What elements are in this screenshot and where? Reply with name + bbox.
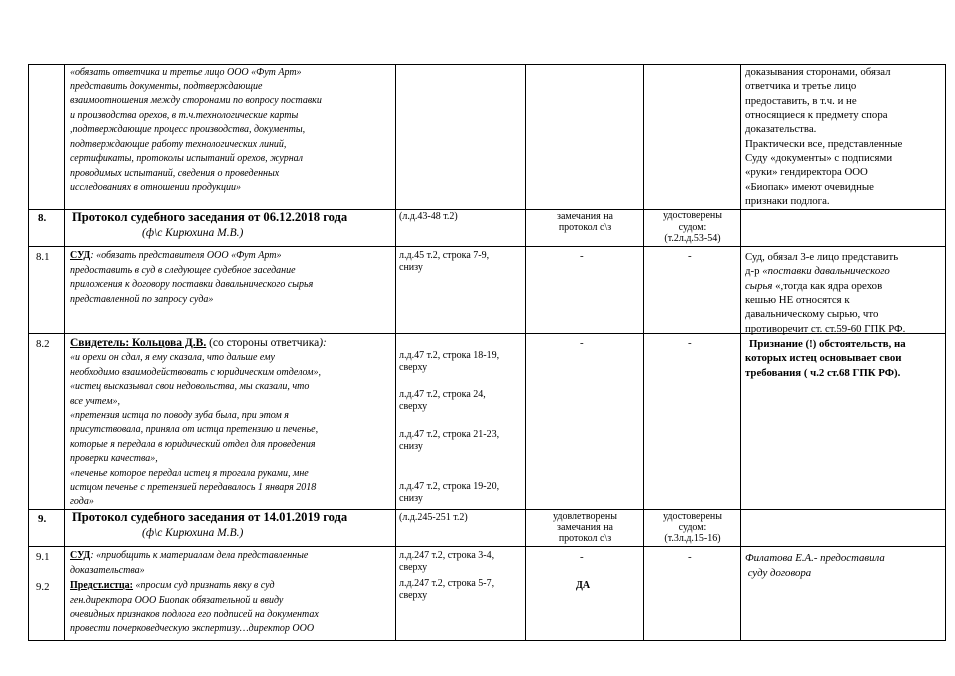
comment-line: Суду «документы» с подписями (745, 152, 893, 164)
quote-line: «и орехи он сдал, я ему сказала, что дальше ему (70, 352, 275, 363)
quote-line: представить документы, подтверждающие (70, 81, 263, 92)
case-ref: л.д.47 т.2, строка 21-23, (399, 429, 500, 440)
quote-line: ген.директора ООО Биопак обязательной и ввиду (70, 595, 284, 606)
entry-label: Свидетель: Кольцова Д.В. (70, 337, 207, 349)
comment-text: «,тогда как ядра орехов (772, 280, 883, 292)
empty-mark: - (580, 250, 584, 262)
case-ref: снизу (399, 493, 423, 504)
empty-mark: - (688, 337, 692, 349)
quote-line: сертификаты, протоколы испытаний орехов, журнал (70, 153, 304, 164)
table-line (28, 64, 29, 641)
comment-line: Практически все, представленные (745, 138, 903, 150)
comment-line: давальническому сырью, что (745, 308, 879, 320)
empty-mark: - (688, 551, 692, 563)
case-ref: (л.д.43-48 т.2) (399, 211, 458, 222)
status-cell: (т.2л.д.53-54) (664, 233, 721, 244)
empty-mark: - (580, 551, 584, 563)
status-cell: судом: (678, 222, 707, 233)
comment-line: относящиеся к предмету спора (745, 109, 888, 121)
case-ref: сверху (399, 562, 428, 573)
quote-line: ,подтверждающие процесс производства, документы, (70, 124, 306, 135)
quote-line: очевидных признаков подлога его подписей на документах (70, 609, 319, 620)
comment-line: «Биопак» имеют очевидные (745, 181, 874, 193)
comment-line: суду договора (745, 567, 812, 579)
status-cell: удостоверены (663, 511, 722, 522)
entry-text: : «приобщить к материалам дела представленные (90, 550, 309, 561)
comment-line: кешью НЕ относятся к (745, 294, 850, 306)
quote-line: и производства орехов, в т.ч.технологические карты (70, 110, 299, 121)
comment-line: Филатова Е.А.- предоставила (745, 552, 885, 564)
row-number: 8.2 (36, 338, 50, 350)
entry-label: СУД (70, 250, 91, 261)
status-cell: замечания на (557, 211, 613, 222)
status-cell: судом: (678, 522, 707, 533)
quote-line: «истец высказывал свои недовольства, мы сказали, что (70, 381, 310, 392)
entry-label: Предст.истца: (70, 580, 134, 591)
row-number: 9. (38, 513, 47, 525)
entry-text: (со стороны ответчика (206, 337, 320, 349)
section-title: Протокол судебного заседания от 06.12.2018 года (72, 210, 348, 224)
quote-line: которые я передала в юридический отдел для проведения (70, 439, 316, 450)
quote-line: присутствовала, приняла от истца претензию и печенье, (70, 424, 319, 435)
quote-line: провести почерковедческую экспертизу…директор ООО (70, 623, 315, 634)
comment-line (745, 279, 882, 293)
comment-line: «руки» гендиректора ООО (745, 166, 868, 178)
table-line (740, 64, 741, 641)
entry-heading (70, 550, 308, 562)
quote-line: проверки качества», (70, 453, 158, 464)
status-cell: удостоверены (663, 210, 722, 221)
comment-line (745, 264, 890, 278)
entry-text: ): (319, 337, 327, 349)
quote-line: проводимых испытаний, сведения о проведенных (70, 168, 280, 179)
quote-line: приложения к договору поставки давальнического сырья (70, 279, 314, 290)
entry-heading (70, 250, 281, 262)
quote-line: доказательства» (70, 565, 145, 576)
case-ref: л.д.47 т.2, строка 24, (399, 389, 486, 400)
table-line (28, 546, 946, 547)
section-subtitle: (ф\с Кирюхина М.В.) (142, 227, 244, 239)
comment-line: противоречит ст. ст.59-60 ГПК РФ. (745, 323, 906, 335)
comment-line: признаки подлога. (745, 195, 830, 207)
status-cell: протокол с\з (558, 533, 612, 544)
status-cell: замечания на (557, 522, 613, 533)
comment-line: Признание (!) обстоятельств, на (749, 338, 906, 350)
case-ref: сверху (399, 590, 428, 601)
table-line (28, 640, 946, 641)
empty-mark: - (688, 250, 692, 262)
case-ref: снизу (399, 441, 423, 452)
case-ref: л.д.247 т.2, строка 3-4, (399, 550, 495, 561)
case-ref: л.д.247 т.2, строка 5-7, (399, 578, 495, 589)
quote-line: «печенье которое передал истец я трогала руками, мне (70, 468, 309, 479)
entry-text: «просим суд признать явку в суд (133, 580, 275, 591)
comment-line: доказывания сторонами, обязал (745, 66, 891, 78)
comment-text: д-р (745, 265, 763, 277)
status-cell: удовлетворены (552, 511, 617, 522)
quote-line: года» (70, 496, 94, 507)
quote-line: представленной по запросу суда» (70, 294, 214, 305)
case-ref: л.д.47 т.2, строка 19-20, (399, 481, 500, 492)
section-title: Протокол судебного заседания от 14.01.2019 года (72, 510, 348, 524)
table-line (525, 64, 526, 641)
case-ref: (л.д.245-251 т.2) (399, 512, 468, 523)
quote-line: «претензия истца по поводу зуба была, при этом я (70, 410, 289, 421)
quote-line: предоставить в суд в следующее судебное заседание (70, 265, 296, 276)
comment-line: Суд, обязал 3-е лицо представить (745, 251, 899, 263)
comment-line: доказательства. (745, 123, 817, 135)
quote-line: подтверждающие работу технологических линий, (70, 139, 287, 150)
table-line (28, 246, 946, 247)
quote-line: «обязать ответчика и третье лицо ООО «Фут Арт» (70, 67, 302, 78)
comment-line: требования ( ч.2 ст.68 ГПК РФ). (745, 367, 901, 379)
table-line (643, 64, 644, 641)
comment-line: ответчика и третье лицо (745, 80, 857, 92)
table-line (395, 64, 396, 641)
status-cell: протокол с\з (558, 222, 612, 233)
entry-label: СУД (70, 550, 91, 561)
case-ref: л.д.45 т.2, строка 7-9, (399, 250, 490, 261)
comment-text: «поставки давальнического (762, 265, 890, 277)
quote-line: взаимоотношения между сторонами по вопросу поставки (70, 95, 322, 106)
case-ref: л.д.47 т.2, строка 18-19, (399, 350, 500, 361)
table-line (64, 64, 65, 641)
comment-line: предоставить, в т.ч. и не (745, 95, 857, 107)
case-ref: сверху (399, 362, 428, 373)
quote-line: необходимо взаимодействовать с юридическим отделом», (70, 367, 322, 378)
section-subtitle: (ф\с Кирюхина М.В.) (142, 527, 244, 539)
table-line (945, 64, 946, 641)
entry-heading (70, 580, 275, 592)
comment-text: сырья (745, 280, 773, 292)
row-number: 8.1 (36, 251, 50, 263)
row-number: 8. (38, 212, 47, 224)
case-ref: сверху (399, 401, 428, 412)
status-cell: (т.3л.д.15-16) (664, 533, 721, 544)
row-number: 9.1 (36, 551, 50, 563)
comment-line: которых истец основывает свои (745, 352, 902, 364)
quote-line: все учтем», (70, 396, 120, 407)
status-cell: ДА (576, 580, 591, 591)
quote-line: истцом печенье с претензией передавалось 1 января 2018 (70, 482, 317, 493)
quote-line: исследованиях в отношении продукции» (70, 182, 241, 193)
entry-heading (70, 336, 327, 350)
empty-mark: - (580, 337, 584, 349)
row-number: 9.2 (36, 581, 50, 593)
entry-text: : «обязать представителя ООО «Фут Арт» (90, 250, 282, 261)
case-ref: снизу (399, 262, 423, 273)
